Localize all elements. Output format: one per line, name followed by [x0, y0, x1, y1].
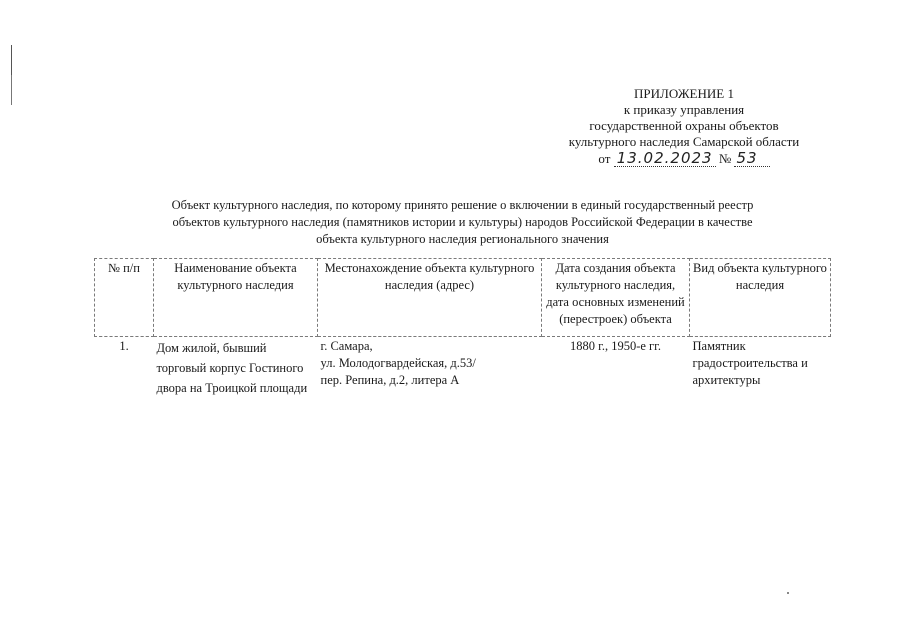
order-date-number — [520, 150, 848, 167]
scan-speck — [787, 592, 789, 594]
from-prefix: от — [598, 151, 611, 166]
appendix-line: к приказу управления — [623, 102, 745, 117]
header-address: Местонахождение объекта культурного наследия (адрес) — [318, 259, 542, 337]
intro-line: Объект культурного наследия, по которому принято решение о включении в единый государственный реестр — [171, 198, 754, 212]
header-name: Наименование объекта культурного наследия — [154, 259, 318, 337]
appendix-line: культурного наследия Самарской области — [568, 134, 800, 149]
number-sign: № — [718, 151, 732, 166]
row-date: 1880 г., 1950-е гг. — [569, 339, 662, 353]
address-line: г. Самара, — [320, 339, 373, 353]
scan-edge-mark — [11, 75, 12, 105]
table-header-row — [95, 259, 831, 337]
address-line: ул. Молодогвардейская, д.53/ — [320, 356, 476, 370]
row-name: Дом жилой, бывший торговый корпус Гостиного двора на Троицкой площади — [156, 341, 308, 395]
address-line: пер. Репина, д.2, литера А — [320, 373, 460, 387]
header-kind: Вид объекта культурного наследия — [690, 259, 831, 337]
row-address — [318, 337, 542, 400]
header-number: № п/п — [95, 259, 154, 337]
table-row — [95, 337, 831, 400]
handwritten-date: 13.02.2023 — [614, 150, 716, 167]
appendix-line: государственной охраны объектов — [589, 118, 779, 133]
handwritten-number: 53 — [734, 150, 769, 167]
appendix-header — [520, 86, 848, 167]
intro-paragraph — [100, 197, 825, 248]
intro-line: объектов культурного наследия (памятников истории и культуры) народов Российской Федерации в качестве — [172, 215, 753, 229]
row-number: 1. — [119, 339, 129, 353]
intro-line: объекта культурного наследия регионального значения — [316, 232, 609, 246]
appendix-title: ПРИЛОЖЕНИЕ 1 — [634, 86, 734, 101]
row-kind: Памятник градостроительства и архитектуры — [692, 339, 808, 387]
header-date: Дата создания объекта культурного наследия, дата основных изменений (перестроек) объекта — [542, 259, 690, 337]
heritage-table — [94, 258, 831, 399]
